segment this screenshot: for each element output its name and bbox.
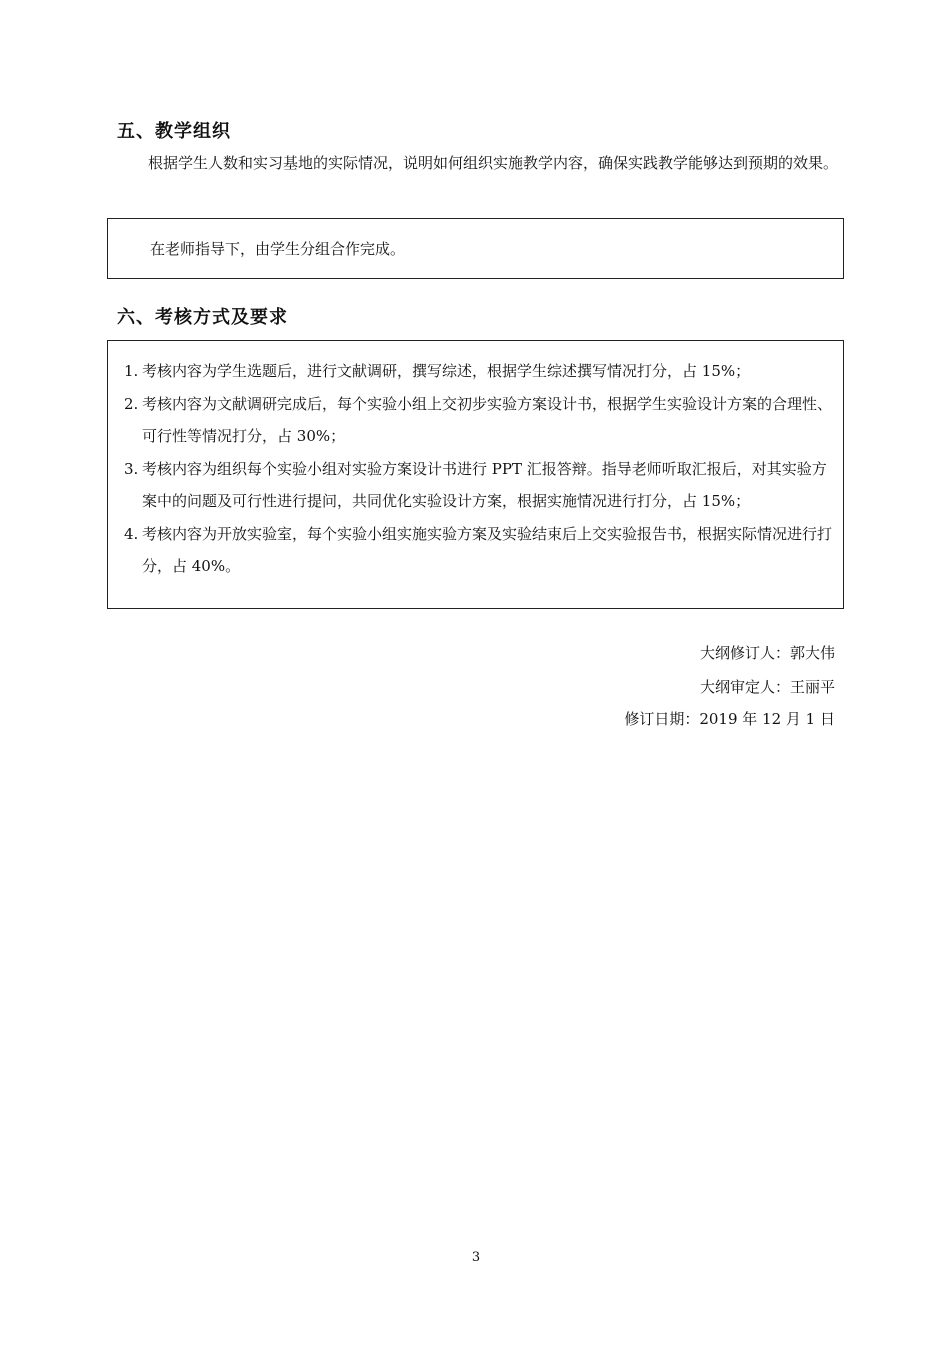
assessment-item-text: 考核内容为组织每个实验小组对实验方案设计书进行 PPT 汇报答辩。指导老师听取汇报后，对其实验方案中的问题及可行性进行提问，共同优化实验设计方案，根据实施情况进行打分，占 15%； [142, 459, 827, 510]
syllabus-approver: 大纲审定人：王丽平 [699, 678, 835, 696]
section-5-heading: 五、教学组织 [117, 121, 231, 142]
page-number: 3 [471, 1250, 481, 1265]
assessment-item-text: 考核内容为开放实验室，每个实验小组实施实验方案及实验结束后上交实验报告书，根据实际情况进行打分，占 40%。 [142, 524, 833, 575]
section-5-answer-box [107, 218, 844, 279]
assessment-list [116, 355, 835, 583]
syllabus-reviser: 大纲修订人：郭大伟 [699, 644, 835, 662]
assessment-box [107, 340, 844, 609]
assessment-item-number: 3. [124, 459, 139, 478]
section-5-description: 根据学生人数和实习基地的实际情况，说明如何组织实施教学内容，确保实践教学能够达到预期的效果。 [148, 154, 839, 172]
assessment-item-1 [116, 355, 835, 388]
assessment-item-text: 考核内容为文献调研完成后，每个实验小组上交初步实验方案设计书，根据学生实验设计方案的合理性、可行性等情况打分，占 30%； [142, 394, 833, 445]
assessment-item-number: 2. [124, 394, 139, 413]
revision-date: 修订日期：2019 年 12 月 1 日 [624, 710, 835, 728]
assessment-item-number: 1. [124, 362, 139, 380]
assessment-item-2 [116, 388, 835, 453]
assessment-item-4 [116, 518, 835, 583]
assessment-item-number: 4. [124, 524, 139, 543]
assessment-item-text: 考核内容为学生选题后，进行文献调研，撰写综述，根据学生综述撰写情况打分，占 15%； [142, 362, 751, 380]
section-5-answer: 在老师指导下，由学生分组合作完成。 [150, 240, 406, 258]
assessment-item-3 [116, 453, 835, 518]
section-6-heading: 六、考核方式及要求 [117, 307, 288, 328]
